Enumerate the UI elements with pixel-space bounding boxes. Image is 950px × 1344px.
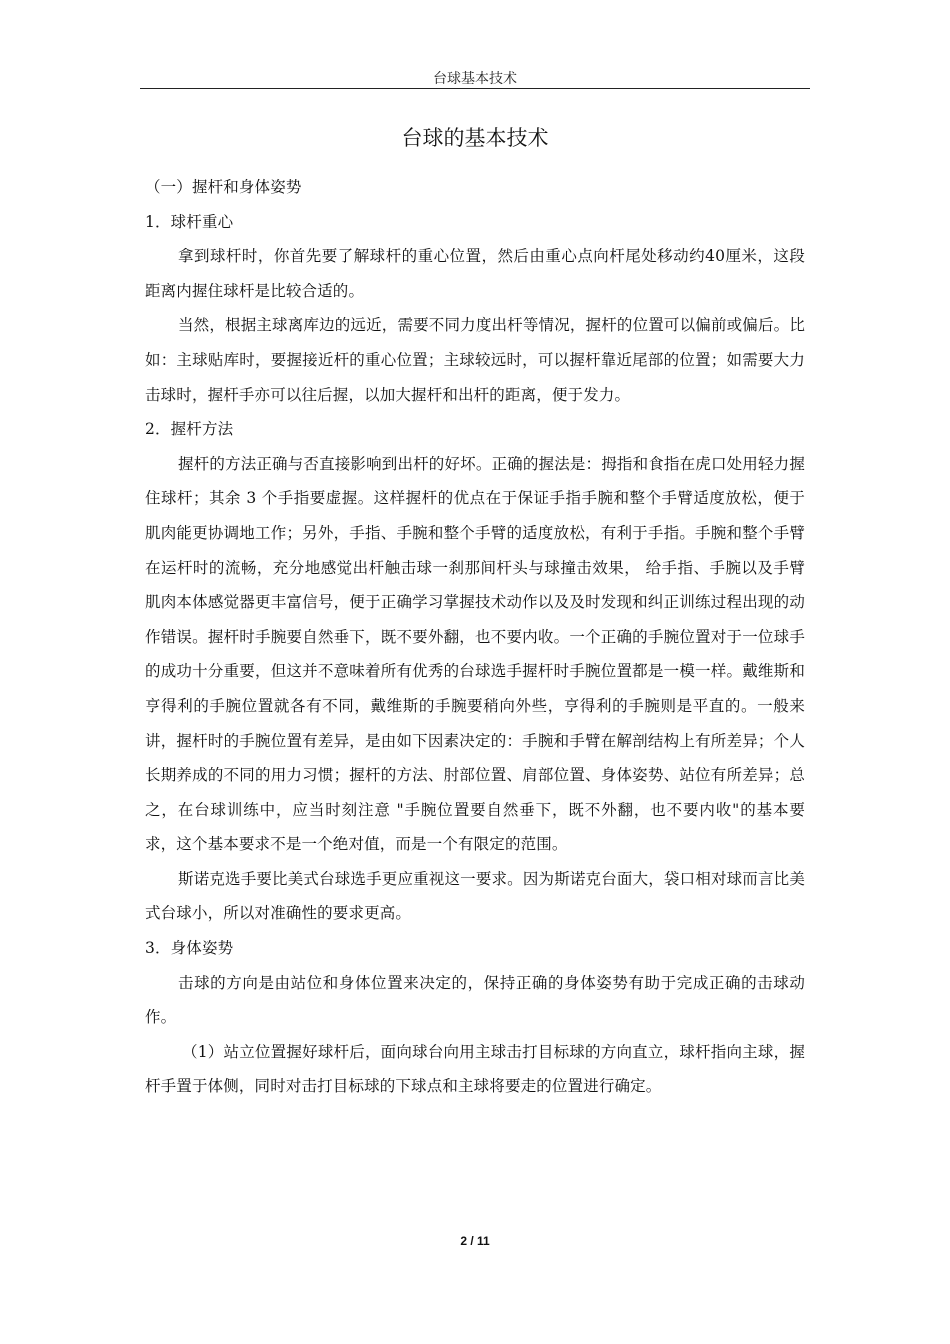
header-rule	[140, 88, 810, 89]
paragraph: 击球的方向是由站位和身体位置来决定的，保持正确的身体姿势有助于完成正确的击球动作。	[145, 973, 805, 1027]
paragraph: 当然，根据主球离库边的远近，需要不同力度出杆等情况，握杆的位置可以偏前或偏后。比如：主球贴库时，要握接近杆的重心位置；主球较远时，可以握杆靠近尾部的位置；如需要大力击球时，握杆手亦可以往后握，以加大握杆和出杆的距离，便于发力。	[145, 316, 805, 404]
section-heading: （一）握杆和身体姿势	[145, 178, 302, 196]
document-title: 台球的基本技术	[401, 126, 549, 150]
subsection-heading: 2．握杆方法	[145, 420, 234, 439]
running-header: 台球基本技术	[433, 71, 517, 87]
paragraph: 斯诺克选手要比美式台球选手更应重视这一要求。因为斯诺克台面大，袋口相对球而言比美式台球小，所以对准确性的要求更高。	[145, 869, 805, 923]
document-body	[145, 170, 805, 1104]
paragraph: 握杆的方法正确与否直接影响到出杆的好坏。正确的握法是：拇指和食指在虎口处用轻力握住球杆；其余 3 个手指要虚握。这样握杆的优点在于保证手指手腕和整个手臂适度放松，便于肌肉能更协调地工作；另外，手指、手腕和整个手臂的适度放松，有利于手指。手腕和整个手臂在运杆时的流畅，充分地感觉出杆触击球一刹那间杆头与球撞击效果， 给手指、手腕以及手臂肌肉本体感觉器更丰富信号，便于正确学习掌握技术动作以及及时发现和纠正训练过程出现的动作错误。握杆时手腕要自然垂下，既不要外翻，也不要内收。一个正确的手腕位置对于一位球手的成功十分重要，但这并不意味着所有优秀的台球选手握杆时手腕位置都是一模一样。戴维斯和亨得利的手腕位置就各有不同，戴维斯的手腕要稍向外些，亨得利的手腕则是平直的。一般来讲，握杆时的手腕位置有差异，是由如下因素决定的：手腕和手臂在解剖结构上有所差异；个人长期养成的不同的用力习惯；握杆的方法、肘部位置、肩部位置、身体姿势、站位有所差异；总之，在台球训练中，应当时刻注意 "手腕位置要自然垂下，既不外翻，也不要内收"的基本要求，这个基本要求不是一个绝对值，而是一个有限定的范围。	[145, 454, 805, 854]
paragraph: 拿到球杆时，你首先要了解球杆的重心位置，然后由重心点向杆尾处移动约40厘米，这段距离内握住球杆是比较合适的。	[145, 247, 805, 300]
list-paragraph: （1）站立位置握好球杆后，面向球台向用主球击打目标球的方向直立，球杆指向主球，握杆手置于体侧，同时对击打目标球的下球点和主球将要走的位置进行确定。	[145, 1042, 805, 1096]
subsection-heading: 1．球杆重心	[145, 212, 234, 231]
subsection-heading: 3．身体姿势	[145, 939, 234, 958]
page-number: 2 / 11	[460, 1234, 490, 1248]
